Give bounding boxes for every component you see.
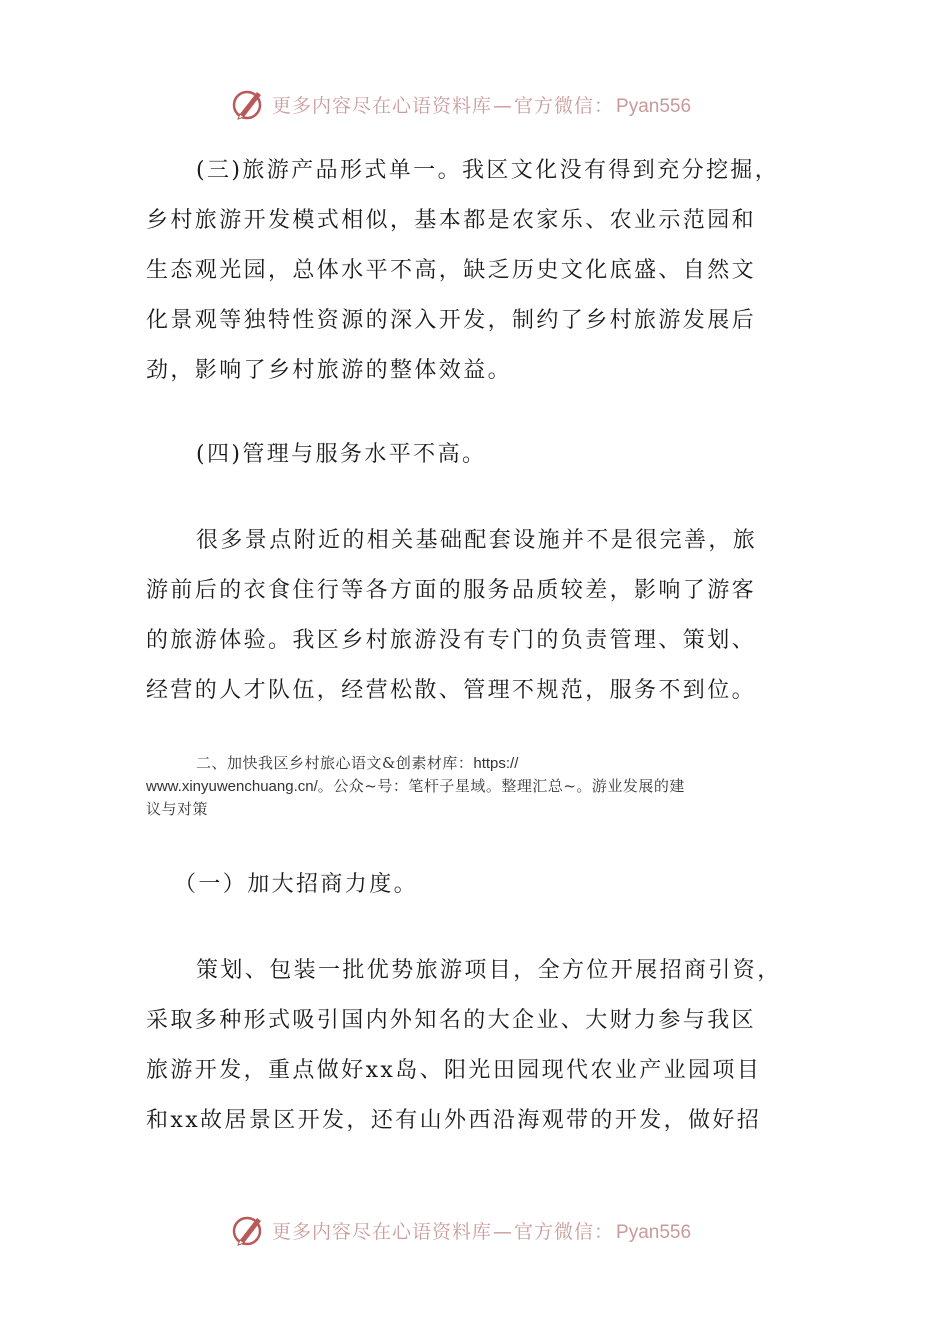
paragraph-s1	[146, 946, 806, 1146]
paragraph-line: 生态观光园，总体水平不高，缺乏历史文化底盛、自然文	[146, 258, 757, 283]
pen-circle-logo-icon	[230, 1212, 266, 1248]
heading-text: （一）加大招商力度。	[174, 872, 419, 897]
paragraph-line: 和xx故居景区开发，还有山外西沿海观带的开发，做好招	[146, 1108, 762, 1133]
heading-text: (四)管理与服务水平不高。	[196, 442, 487, 467]
paragraph-line: 游前后的衣食住行等各方面的服务品质较差，影响了游客	[146, 578, 757, 603]
section-2-text: 。公众~号：笔杆子星域。整理汇总~。游业发展的建	[317, 777, 685, 795]
paragraph-line: 经营的人才队伍，经营松散、管理不规范，服务不到位。	[146, 678, 757, 703]
banner-wechat-id: Pyan556	[616, 95, 692, 117]
footer-banner	[230, 1210, 691, 1250]
section-heading-4	[146, 430, 806, 480]
source-url: www.xinyuwenchuang.cn/	[146, 778, 318, 795]
paragraph-line: 乡村旅游开发模式相似，基本都是农家乐、农业示范园和	[146, 208, 757, 233]
section-2-heading	[146, 752, 806, 820]
paragraph-line: 的旅游体验。我区乡村旅游没有专门的负责管理、策划、	[146, 628, 757, 653]
paragraph-line: 采取多种形式吸引国内外知名的大企业、大财力参与我区	[146, 1008, 757, 1033]
subsection-heading-1	[146, 860, 806, 910]
pen-circle-logo-icon	[230, 86, 266, 122]
banner-prefix: 更多内容尽在心语资料库	[272, 94, 493, 117]
banner-separator: —	[493, 94, 514, 117]
section-2-text: 议与对策	[146, 800, 209, 818]
paragraph-line: (三)旅游产品形式单一。我区文化没有得到充分挖掘，	[196, 158, 780, 183]
banner-separator: —	[493, 1220, 514, 1243]
paragraph-line: 旅游开发，重点做好xx岛、阳光田园现代农业产业园项目	[146, 1058, 762, 1083]
source-url-part: https://	[473, 755, 519, 772]
footer-banner-text	[272, 1217, 691, 1244]
paragraph-line: 劲，影响了乡村旅游的整体效益。	[146, 358, 513, 383]
paragraph-4	[146, 516, 806, 716]
header-banner-text	[272, 91, 691, 118]
banner-prefix: 更多内容尽在心语资料库	[272, 1220, 493, 1243]
paragraph-line: 很多景点附近的相关基础配套设施并不是很完善，旅	[196, 528, 758, 553]
header-banner	[230, 84, 691, 124]
section-2-text: 二、加快我区乡村旅心语文&创素材库：	[196, 754, 474, 772]
banner-wechat-id: Pyan556	[616, 1221, 692, 1243]
paragraph-line: 化景观等独特性资源的深入开发，制约了乡村旅游发展后	[146, 308, 757, 333]
banner-label: 官方微信：	[514, 1220, 615, 1243]
paragraph-3	[146, 146, 806, 396]
banner-label: 官方微信：	[514, 94, 615, 117]
paragraph-line: 策划、包装一批优势旅游项目，全方位开展招商引资，	[196, 958, 782, 983]
